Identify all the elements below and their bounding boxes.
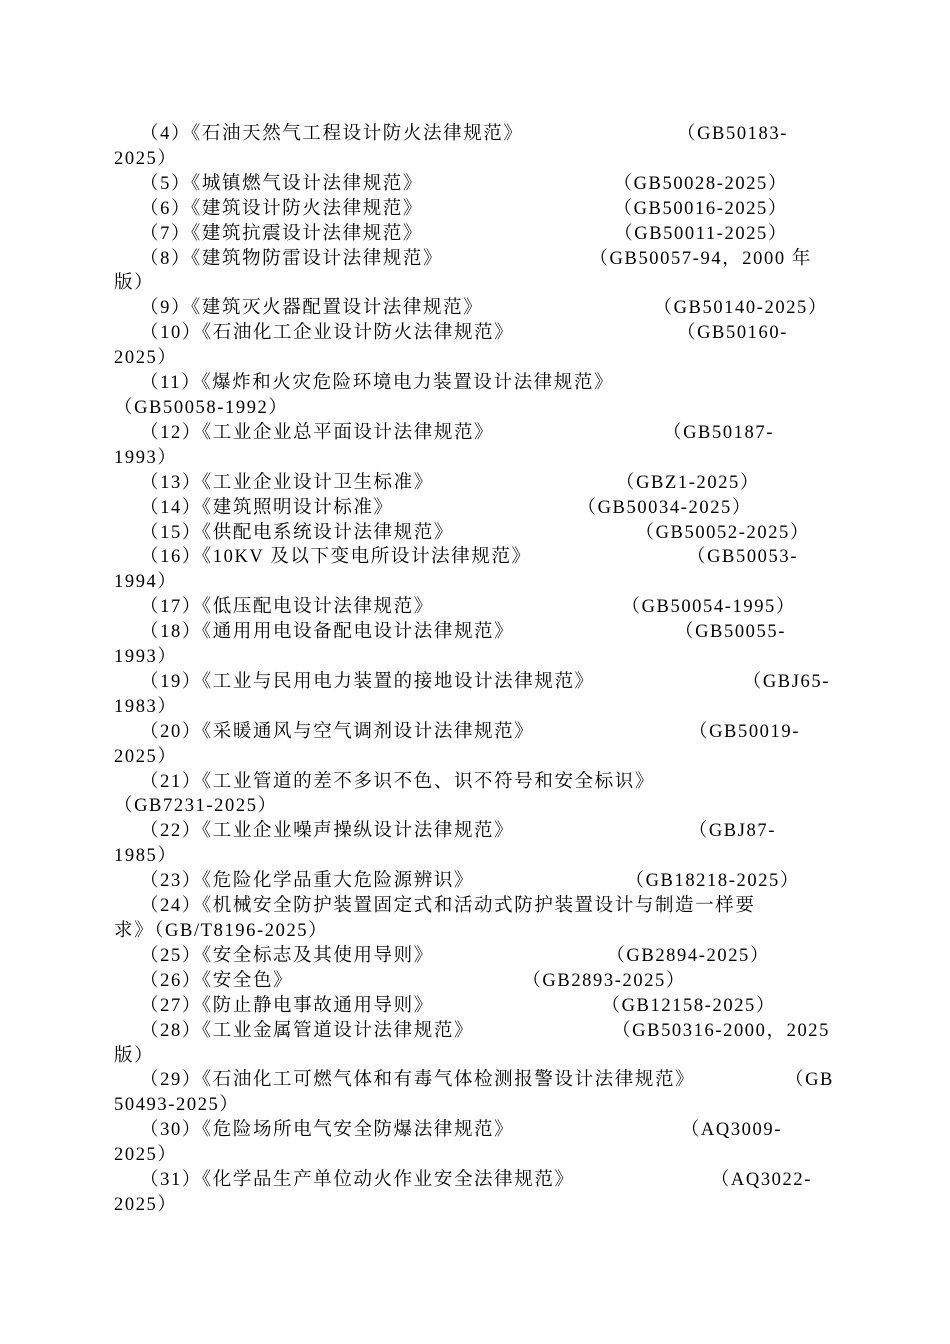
standard-code: （GB50052-2025）: [635, 522, 810, 543]
standard-code: （GB50028-2025）: [613, 173, 788, 194]
standard-title: （11）《爆炸和火灾危险环境电力装置设计法律规范》: [140, 373, 615, 394]
standard-code: （GB: [785, 1070, 834, 1091]
list-item-line: [114, 247, 834, 272]
standard-title: （21）《工业管道的差不多识不色、识不符号和安全标识》: [140, 771, 655, 792]
standard-code-continuation: 版）: [114, 1045, 155, 1066]
standard-title: （24）《机械安全防护装置固定式和活动式防护装置设计与制造一样要: [140, 896, 756, 917]
standard-code: （GB50054-1995）: [621, 597, 796, 618]
standard-code: （GBJ87-: [688, 821, 776, 842]
standard-title: （12）《工业企业总平面设计法律规范》: [140, 422, 495, 443]
standards-list: [114, 122, 834, 1218]
standard-code-continuation: 版）: [114, 273, 155, 294]
standard-code: （GB50160-: [676, 323, 788, 344]
list-item-line: [114, 421, 834, 446]
standard-code-continuation: 2025）: [114, 148, 178, 169]
list-item: [114, 247, 834, 297]
standard-code-continuation: 求》（GB/T8196-2025）: [114, 921, 329, 941]
list-item: [114, 222, 834, 247]
list-item-line: [114, 869, 834, 894]
list-item: [114, 894, 834, 944]
list-item-line: [114, 944, 834, 969]
list-item-line: [114, 197, 834, 222]
standard-code-continuation: （GB7231-2025）: [114, 796, 278, 817]
standard-code-continuation: 1985）: [114, 846, 178, 867]
list-item: [114, 521, 834, 546]
list-item-line: [114, 819, 834, 844]
standard-code-continuation: 2025）: [114, 1145, 178, 1166]
list-item-line: [114, 521, 834, 546]
list-item: [114, 994, 834, 1019]
standard-code: （GB50016-2025）: [613, 198, 788, 219]
standard-title: （9）《建筑灭火器配置设计法律规范》: [140, 298, 484, 319]
standard-title: （15）《供配电系统设计法律规范》: [140, 522, 454, 543]
standard-code-continuation: （GB50058-1992）: [114, 397, 289, 418]
list-item-line: [114, 1168, 834, 1193]
list-item-line: [114, 222, 834, 247]
standard-title: （5）《城镇燃气设计法律规范》: [140, 173, 424, 194]
list-item-line: [114, 172, 834, 197]
standard-title: （25）《安全标志及其使用导则》: [140, 945, 434, 966]
standard-code: （GB2893-2025）: [522, 970, 686, 991]
list-item: [114, 1068, 834, 1118]
standard-code: （GB50053-: [686, 547, 798, 568]
list-item-line: [114, 770, 834, 795]
list-item: [114, 969, 834, 994]
standard-code-continuation: 1994）: [114, 572, 178, 593]
list-item-line: [114, 296, 834, 321]
list-item-line: [114, 969, 834, 994]
standard-title: （19）《工业与民用电力装置的接地设计法律规范》: [140, 671, 595, 692]
standard-code-continuation: 2025）: [114, 348, 178, 369]
list-item: [114, 1019, 834, 1069]
standard-title: （28）《工业金属管道设计法律规范》: [140, 1020, 475, 1041]
list-item: [114, 869, 834, 894]
standard-code: （GBZ1-2025）: [615, 472, 760, 493]
list-item-line: [114, 1019, 834, 1044]
standard-code: （AQ3022-: [710, 1170, 812, 1191]
standard-code: （GB12158-2025）: [601, 995, 776, 1016]
standard-title: （26）《安全色》: [140, 970, 294, 991]
list-item-line: [114, 1118, 834, 1143]
list-item: [114, 172, 834, 197]
list-item: [114, 944, 834, 969]
standard-code: （GB2894-2025）: [606, 945, 770, 966]
list-item-line: [114, 670, 834, 695]
standard-code: （GBJ65-: [742, 671, 830, 692]
standard-code: （GB50057-94，2000 年: [589, 248, 812, 269]
list-item-line: [114, 1068, 834, 1093]
standard-title: （22）《工业企业噪声操纵设计法律规范》: [140, 821, 515, 842]
standard-title: （13）《工业企业设计卫生标准》: [140, 472, 434, 493]
list-item: [114, 1118, 834, 1168]
list-item: [114, 122, 834, 172]
standard-code: （GB18218-2025）: [625, 871, 800, 892]
standard-code: （AQ3009-: [680, 1120, 782, 1141]
standard-code: （GB50140-2025）: [653, 298, 828, 319]
standard-code: （GB50316-2000，2025: [612, 1020, 830, 1041]
standard-code-continuation: 50493-2025）: [114, 1095, 240, 1116]
list-item: [114, 471, 834, 496]
list-item-line: [114, 620, 834, 645]
list-item-line: [114, 994, 834, 1019]
standard-title: （7）《建筑抗震设计法律规范》: [140, 223, 424, 244]
standard-title: （16）《10KV 及以下变电所设计法律规范》: [140, 547, 532, 568]
standard-code: （GB50011-2025）: [614, 223, 788, 244]
standard-code-continuation: 1983）: [114, 696, 178, 717]
list-item-line: [114, 321, 834, 346]
standard-title: （31）《化学品生产单位动火作业安全法律规范》: [140, 1170, 575, 1191]
standard-code: （GB50183-: [676, 124, 788, 144]
list-item: [114, 296, 834, 321]
standard-title: （17）《低压配电设计法律规范》: [140, 597, 434, 618]
standard-title: （27）《防止静电事故通用导则》: [140, 995, 434, 1016]
list-item: [114, 720, 834, 770]
list-item: [114, 1168, 834, 1218]
standard-title: （10）《石油化工企业设计防火法律规范》: [140, 323, 515, 344]
standard-title: （14）《建筑照明设计标准》: [140, 497, 394, 518]
standard-code-continuation: 2025）: [114, 1194, 178, 1215]
list-item: [114, 197, 834, 222]
list-item-line: [114, 595, 834, 620]
standard-title: （18）《通用用电设备配电设计法律规范》: [140, 622, 515, 643]
standard-title: （20）《采暖通风与空气调剂设计法律规范》: [140, 721, 535, 742]
list-item-line: [114, 371, 834, 396]
standard-code: （GB50034-2025）: [577, 497, 752, 518]
list-item-line: [114, 720, 834, 745]
list-item: [114, 421, 834, 471]
list-item: [114, 595, 834, 620]
list-item: [114, 496, 834, 521]
standard-title: （8）《建筑物防雷设计法律规范》: [140, 248, 444, 269]
list-item: [114, 371, 834, 421]
list-item-line: [114, 471, 834, 496]
list-item: [114, 321, 834, 371]
standard-code-continuation: 1993）: [114, 447, 178, 468]
standard-code-continuation: 1993）: [114, 647, 178, 668]
list-item-line: [114, 122, 834, 147]
standard-code: （GB50019-: [688, 721, 800, 742]
standard-title: （23）《危险化学品重大危险源辨识》: [140, 871, 475, 892]
list-item: [114, 819, 834, 869]
list-item: [114, 670, 834, 720]
standard-code: （GB50055-: [674, 622, 786, 643]
list-item: [114, 620, 834, 670]
standard-title: （4）《石油天然气工程设计防火法律规范》: [140, 124, 524, 144]
standard-code-continuation: 2025）: [114, 746, 178, 767]
list-item-line: [114, 545, 834, 570]
standard-title: （30）《危险场所电气安全防爆法律规范》: [140, 1120, 515, 1141]
standard-title: （6）《建筑设计防火法律规范》: [140, 198, 424, 219]
list-item: [114, 545, 834, 595]
list-item: [114, 770, 834, 820]
standard-code: （GB50187-: [662, 422, 774, 443]
list-item-line: [114, 496, 834, 521]
standard-title: （29）《石油化工可燃气体和有毒气体检测报警设计法律规范》: [140, 1070, 696, 1091]
list-item-line: [114, 894, 834, 919]
